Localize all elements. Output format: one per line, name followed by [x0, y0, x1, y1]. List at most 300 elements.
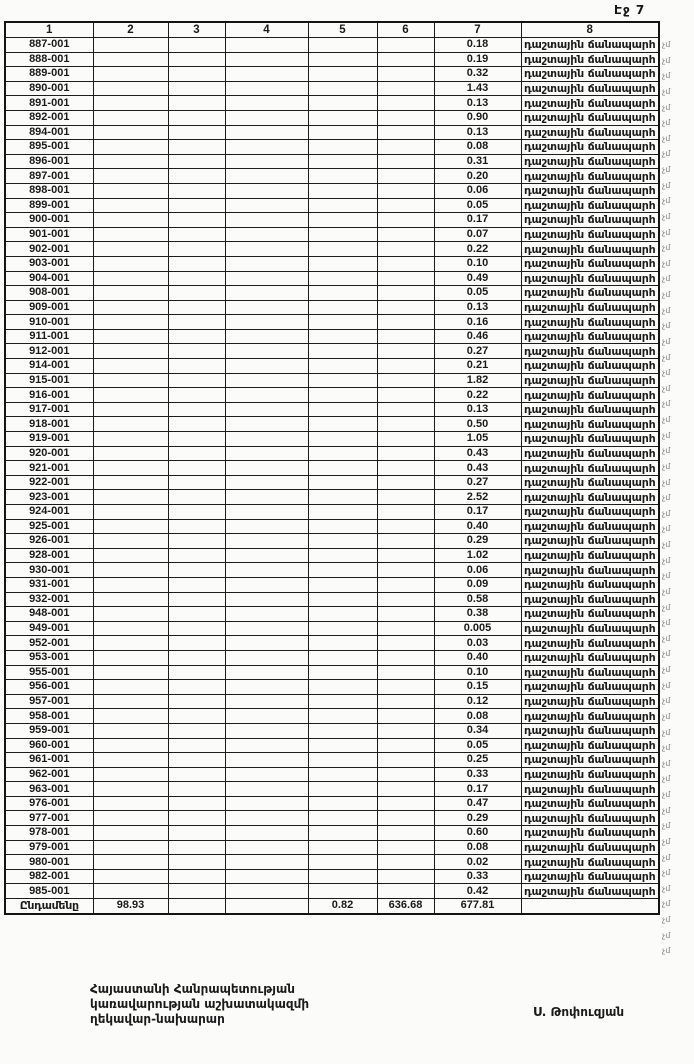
col3-cell	[168, 869, 225, 884]
margin-note: չմ	[662, 836, 671, 846]
col3-cell	[168, 286, 225, 301]
col6-cell	[377, 38, 434, 53]
margin-note: չմ	[662, 852, 671, 862]
col3-cell	[168, 140, 225, 155]
road-id-cell: 914-001	[5, 359, 93, 374]
table-row	[5, 694, 659, 709]
road-id-cell: 959-001	[5, 723, 93, 738]
col2-cell	[93, 826, 168, 841]
col5-cell	[308, 315, 377, 330]
margin-note: չմ	[662, 243, 671, 253]
col3-cell	[168, 563, 225, 578]
col5-cell	[308, 869, 377, 884]
col4-cell	[225, 110, 308, 125]
col4-cell	[225, 592, 308, 607]
length-value-cell: 0.27	[434, 344, 521, 359]
col4-cell	[225, 242, 308, 257]
column-header-4: 4	[225, 22, 308, 38]
table-row	[5, 169, 659, 184]
margin-note: չմ	[662, 883, 671, 893]
length-value-cell: 0.32	[434, 67, 521, 82]
length-value-cell: 0.43	[434, 461, 521, 476]
table-row	[5, 110, 659, 125]
col2-cell	[93, 359, 168, 374]
length-value-cell: 0.10	[434, 665, 521, 680]
col3-cell	[168, 329, 225, 344]
length-value-cell: 1.82	[434, 373, 521, 388]
totals-col2-cell: 98.93	[93, 899, 168, 914]
col3-cell	[168, 213, 225, 228]
length-value-cell: 0.58	[434, 592, 521, 607]
margin-note: չմ	[662, 868, 671, 878]
col3-cell	[168, 388, 225, 403]
col6-cell	[377, 475, 434, 490]
col5-cell	[308, 577, 377, 592]
length-value-cell: 0.09	[434, 577, 521, 592]
col3-cell	[168, 607, 225, 622]
col5-cell	[308, 884, 377, 899]
table-row	[5, 373, 659, 388]
col4-cell	[225, 548, 308, 563]
margin-note: չմ	[662, 211, 671, 221]
margin-note: չմ	[662, 696, 671, 706]
col2-cell	[93, 753, 168, 768]
length-value-cell: 0.12	[434, 694, 521, 709]
table-row	[5, 796, 659, 811]
margin-note: չմ	[662, 805, 671, 815]
col2-cell	[93, 67, 168, 82]
col6-cell	[377, 694, 434, 709]
col6-cell	[377, 329, 434, 344]
table-row	[5, 607, 659, 622]
col4-cell	[225, 475, 308, 490]
col5-cell	[308, 694, 377, 709]
table-row	[5, 227, 659, 242]
margin-note: չմ	[662, 305, 671, 315]
road-id-cell: 978-001	[5, 826, 93, 841]
margin-note: չմ	[662, 930, 671, 940]
road-id-cell: 977-001	[5, 811, 93, 826]
col5-cell	[308, 242, 377, 257]
margin-note: չմ	[662, 727, 671, 737]
col2-cell	[93, 227, 168, 242]
col5-cell	[308, 636, 377, 651]
col3-cell	[168, 125, 225, 140]
column-header-3: 3	[168, 22, 225, 38]
col3-cell	[168, 227, 225, 242]
table-row	[5, 402, 659, 417]
road-id-cell: 897-001	[5, 169, 93, 184]
col4-cell	[225, 344, 308, 359]
road-id-cell: 923-001	[5, 490, 93, 505]
col3-cell	[168, 81, 225, 96]
road-type-cell: դաշտային ճանապարհ	[521, 519, 659, 534]
col6-cell	[377, 169, 434, 184]
length-value-cell: 0.13	[434, 402, 521, 417]
col6-cell	[377, 505, 434, 520]
col6-cell	[377, 461, 434, 476]
road-type-cell: դաշտային ճանապարհ	[521, 315, 659, 330]
road-id-cell: 919-001	[5, 432, 93, 447]
col5-cell	[308, 446, 377, 461]
col5-cell	[308, 373, 377, 388]
road-id-cell: 921-001	[5, 461, 93, 476]
col2-cell	[93, 709, 168, 724]
col2-cell	[93, 125, 168, 140]
col3-cell	[168, 300, 225, 315]
col4-cell	[225, 753, 308, 768]
road-type-cell: դաշտային ճանապարհ	[521, 359, 659, 374]
col4-cell	[225, 446, 308, 461]
road-type-cell: դաշտային ճանապարհ	[521, 242, 659, 257]
road-id-cell: 915-001	[5, 373, 93, 388]
col2-cell	[93, 548, 168, 563]
col3-cell	[168, 738, 225, 753]
roads-data-table	[4, 21, 660, 915]
length-value-cell: 0.22	[434, 388, 521, 403]
road-type-cell: դաշտային ճանապարհ	[521, 884, 659, 899]
col4-cell	[225, 505, 308, 520]
length-value-cell: 0.005	[434, 621, 521, 636]
col6-cell	[377, 607, 434, 622]
col5-cell	[308, 680, 377, 695]
col6-cell	[377, 826, 434, 841]
col5-cell	[308, 154, 377, 169]
road-id-cell: 961-001	[5, 753, 93, 768]
signatory-name: Ս. Թոփուզյան	[533, 1005, 625, 1019]
margin-note: չմ	[662, 165, 671, 174]
col5-cell	[308, 519, 377, 534]
col2-cell	[93, 81, 168, 96]
col6-cell	[377, 154, 434, 169]
road-id-cell: 976-001	[5, 796, 93, 811]
col4-cell	[225, 38, 308, 53]
margin-note: չմ	[662, 102, 671, 112]
length-value-cell: 0.05	[434, 738, 521, 753]
length-value-cell: 0.18	[434, 38, 521, 53]
col4-cell	[225, 140, 308, 155]
margin-note: չմ	[662, 602, 671, 612]
margin-note: չմ	[662, 915, 671, 924]
col6-cell	[377, 636, 434, 651]
col3-cell	[168, 359, 225, 374]
col5-cell	[308, 213, 377, 228]
road-type-cell: դաշտային ճանապարհ	[521, 767, 659, 782]
road-type-cell: դաշտային ճանապարհ	[521, 621, 659, 636]
col3-cell	[168, 636, 225, 651]
col6-cell	[377, 213, 434, 228]
road-type-cell: դաշտային ճանապարհ	[521, 432, 659, 447]
road-id-cell: 889-001	[5, 67, 93, 82]
road-type-cell: դաշտային ճանապարհ	[521, 694, 659, 709]
length-value-cell: 0.60	[434, 826, 521, 841]
road-type-cell: դաշտային ճանապարհ	[521, 869, 659, 884]
road-id-cell: 887-001	[5, 38, 93, 53]
col5-cell	[308, 388, 377, 403]
col2-cell	[93, 621, 168, 636]
col4-cell	[225, 154, 308, 169]
col5-cell	[308, 548, 377, 563]
col2-cell	[93, 475, 168, 490]
road-type-cell: դաշտային ճանապարհ	[521, 738, 659, 753]
col4-cell	[225, 621, 308, 636]
road-type-cell: դաշտային ճանապարհ	[521, 548, 659, 563]
col4-cell	[225, 52, 308, 67]
col3-cell	[168, 709, 225, 724]
col5-cell	[308, 52, 377, 67]
road-type-cell: դաշտային ճանապարհ	[521, 577, 659, 592]
road-id-cell: 979-001	[5, 840, 93, 855]
col2-cell	[93, 680, 168, 695]
col4-cell	[225, 709, 308, 724]
col6-cell	[377, 81, 434, 96]
col2-cell	[93, 213, 168, 228]
col6-cell	[377, 680, 434, 695]
col4-cell	[225, 796, 308, 811]
col6-cell	[377, 534, 434, 549]
col5-cell	[308, 650, 377, 665]
table-row	[5, 723, 659, 738]
col6-cell	[377, 782, 434, 797]
col3-cell	[168, 577, 225, 592]
margin-note: չմ	[662, 586, 671, 596]
length-value-cell: 0.17	[434, 213, 521, 228]
table-row	[5, 811, 659, 826]
col4-cell	[225, 81, 308, 96]
col6-cell	[377, 242, 434, 257]
col3-cell	[168, 519, 225, 534]
col2-cell	[93, 300, 168, 315]
col6-cell	[377, 723, 434, 738]
col5-cell	[308, 738, 377, 753]
length-value-cell: 0.17	[434, 782, 521, 797]
col3-cell	[168, 373, 225, 388]
col3-cell	[168, 242, 225, 257]
road-type-cell: դաշտային ճանապարհ	[521, 67, 659, 82]
col4-cell	[225, 869, 308, 884]
margin-note: չմ	[662, 774, 671, 784]
road-type-cell: դաշտային ճանապարհ	[521, 446, 659, 461]
table-row	[5, 665, 659, 680]
length-value-cell: 0.10	[434, 256, 521, 271]
col4-cell	[225, 96, 308, 111]
col5-cell	[308, 767, 377, 782]
col2-cell	[93, 388, 168, 403]
col4-cell	[225, 855, 308, 870]
col3-cell	[168, 621, 225, 636]
margin-note: չմ	[662, 821, 671, 831]
col2-cell	[93, 505, 168, 520]
table-row	[5, 446, 659, 461]
col3-cell	[168, 198, 225, 213]
col2-cell	[93, 738, 168, 753]
col5-cell	[308, 344, 377, 359]
col6-cell	[377, 315, 434, 330]
col3-cell	[168, 723, 225, 738]
col3-cell	[168, 461, 225, 476]
col5-cell	[308, 271, 377, 286]
col3-cell	[168, 417, 225, 432]
col6-cell	[377, 811, 434, 826]
col2-cell	[93, 665, 168, 680]
margin-note: չմ	[662, 946, 671, 956]
table-row	[5, 767, 659, 782]
col3-cell	[168, 169, 225, 184]
col6-cell	[377, 388, 434, 403]
col2-cell	[93, 242, 168, 257]
table-body	[5, 38, 659, 899]
column-header-8: 8	[521, 22, 659, 38]
road-id-cell: 911-001	[5, 329, 93, 344]
col5-cell	[308, 840, 377, 855]
road-id-cell: 896-001	[5, 154, 93, 169]
road-type-cell: դաշտային ճանապարհ	[521, 183, 659, 198]
length-value-cell: 0.08	[434, 709, 521, 724]
road-id-cell: 917-001	[5, 402, 93, 417]
col4-cell	[225, 519, 308, 534]
col3-cell	[168, 650, 225, 665]
road-id-cell: 901-001	[5, 227, 93, 242]
col2-cell	[93, 169, 168, 184]
road-type-cell: դաշտային ճանապարհ	[521, 402, 659, 417]
length-value-cell: 0.46	[434, 329, 521, 344]
col4-cell	[225, 271, 308, 286]
table-row	[5, 636, 659, 651]
margin-notes-column	[662, 37, 692, 959]
col6-cell	[377, 52, 434, 67]
col2-cell	[93, 154, 168, 169]
margin-note: չմ	[662, 196, 671, 206]
road-type-cell: դաշտային ճանապարհ	[521, 169, 659, 184]
col5-cell	[308, 125, 377, 140]
col6-cell	[377, 417, 434, 432]
margin-note: չմ	[662, 743, 671, 753]
table-row	[5, 738, 659, 753]
road-type-cell: դաշտային ճանապարհ	[521, 534, 659, 549]
length-value-cell: 0.34	[434, 723, 521, 738]
column-header-5: 5	[308, 22, 377, 38]
length-value-cell: 0.08	[434, 840, 521, 855]
col5-cell	[308, 782, 377, 797]
col2-cell	[93, 534, 168, 549]
col5-cell	[308, 256, 377, 271]
col6-cell	[377, 198, 434, 213]
table-row	[5, 621, 659, 636]
margin-note: չմ	[662, 55, 671, 65]
footer-title-block	[90, 982, 309, 1027]
table-row	[5, 490, 659, 505]
col3-cell	[168, 402, 225, 417]
col6-cell	[377, 855, 434, 870]
col6-cell	[377, 300, 434, 315]
col3-cell	[168, 548, 225, 563]
road-id-cell: 956-001	[5, 680, 93, 695]
road-id-cell: 910-001	[5, 315, 93, 330]
col4-cell	[225, 650, 308, 665]
col3-cell	[168, 753, 225, 768]
col4-cell	[225, 125, 308, 140]
length-value-cell: 0.03	[434, 636, 521, 651]
col4-cell	[225, 67, 308, 82]
footer-line-1: Հայաստանի Հանրապետության	[90, 982, 295, 996]
road-type-cell: դաշտային ճանապարհ	[521, 329, 659, 344]
length-value-cell: 0.42	[434, 884, 521, 899]
road-type-cell: դաշտային ճանապարհ	[521, 198, 659, 213]
length-value-cell: 0.16	[434, 315, 521, 330]
table-row	[5, 359, 659, 374]
col2-cell	[93, 446, 168, 461]
col5-cell	[308, 796, 377, 811]
table-row	[5, 38, 659, 53]
col2-cell	[93, 650, 168, 665]
road-id-cell: 899-001	[5, 198, 93, 213]
margin-note: չմ	[662, 149, 671, 159]
margin-note: չմ	[662, 86, 671, 96]
length-value-cell: 0.06	[434, 563, 521, 578]
col2-cell	[93, 402, 168, 417]
table-row	[5, 505, 659, 520]
table-row	[5, 709, 659, 724]
road-id-cell: 904-001	[5, 271, 93, 286]
length-value-cell: 0.21	[434, 359, 521, 374]
col2-cell	[93, 417, 168, 432]
col5-cell	[308, 505, 377, 520]
table-row	[5, 869, 659, 884]
col3-cell	[168, 344, 225, 359]
road-id-cell: 909-001	[5, 300, 93, 315]
col6-cell	[377, 110, 434, 125]
length-value-cell: 2.52	[434, 490, 521, 505]
road-type-cell: դաշտային ճանապարհ	[521, 811, 659, 826]
col3-cell	[168, 782, 225, 797]
col4-cell	[225, 563, 308, 578]
col5-cell	[308, 300, 377, 315]
length-value-cell: 0.22	[434, 242, 521, 257]
col2-cell	[93, 315, 168, 330]
col2-cell	[93, 461, 168, 476]
col2-cell	[93, 884, 168, 899]
col3-cell	[168, 446, 225, 461]
length-value-cell: 0.38	[434, 607, 521, 622]
col6-cell	[377, 490, 434, 505]
road-type-cell: դաշտային ճանապարհ	[521, 110, 659, 125]
col5-cell	[308, 402, 377, 417]
road-type-cell: դաշտային ճանապարհ	[521, 796, 659, 811]
col5-cell	[308, 38, 377, 53]
col4-cell	[225, 884, 308, 899]
col4-cell	[225, 840, 308, 855]
col6-cell	[377, 869, 434, 884]
table-row	[5, 680, 659, 695]
margin-note: չմ	[662, 430, 671, 440]
col2-cell	[93, 563, 168, 578]
road-type-cell: դաշտային ճանապարհ	[521, 636, 659, 651]
margin-note: չմ	[662, 665, 671, 674]
road-type-cell: դաշտային ճանապարհ	[521, 271, 659, 286]
col5-cell	[308, 359, 377, 374]
col4-cell	[225, 417, 308, 432]
col6-cell	[377, 563, 434, 578]
col3-cell	[168, 811, 225, 826]
col2-cell	[93, 767, 168, 782]
table-row	[5, 256, 659, 271]
col5-cell	[308, 329, 377, 344]
margin-note: չմ	[662, 336, 671, 346]
road-type-cell: դաշտային ճանապարհ	[521, 563, 659, 578]
col5-cell	[308, 563, 377, 578]
margin-note: չմ	[662, 508, 671, 518]
road-id-cell: 928-001	[5, 548, 93, 563]
